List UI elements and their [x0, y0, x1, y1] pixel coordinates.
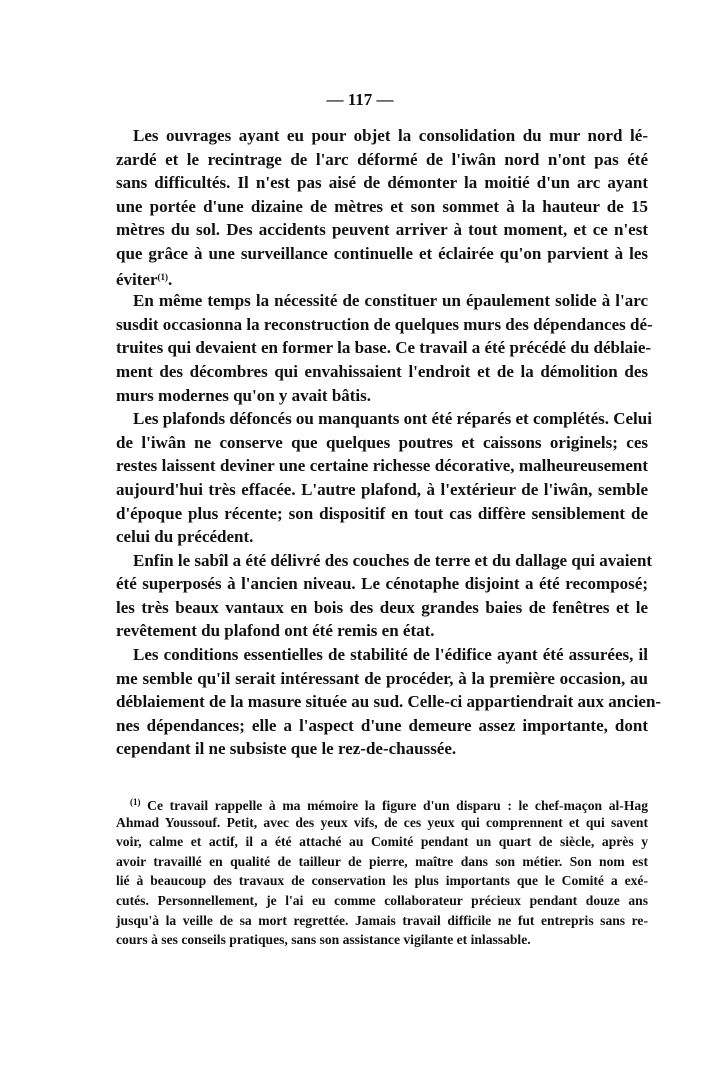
body-text: [116, 124, 662, 761]
footnote-line: Ahmad Youssouf. Petit, avec des yeux vifs, de ces yeux qui comprennent et qui savent: [116, 814, 648, 830]
text-line: mètres du sol. Des accidents peuvent arriver à tout moment, et ce n'est: [116, 220, 648, 240]
text-line: Les ouvrages ayant eu pour objet la consolidation du mur nord lé-: [133, 126, 648, 145]
text-line: zardé et le recintrage de l'arc déformé de l'iwân nord n'ont pas été: [116, 149, 648, 169]
footnote-line: voir, calme et actif, il a été attaché au Comité pendant un quart de siècle, après y: [116, 834, 648, 850]
footnote-line: avoir travaillé en qualité de tailleur de pierre, maître dans son métier. Son nom est: [116, 853, 648, 869]
text-line: celui du précédent.: [116, 527, 254, 547]
text-line: nes dépendances; elle a l'aspect d'une demeure assez importante, dont: [116, 715, 648, 735]
text-line: une portée d'une dizaine de mètres et son sommet à la hauteur de 15: [116, 196, 648, 216]
text-line: me semble qu'il serait intéressant de procéder, à la première occasion, au: [116, 668, 648, 688]
text-line: Enfin le sabîl a été délivré des couches de terre et du dallage qui avaient: [133, 550, 653, 570]
footnote-line: cutés. Personnellement, je l'ai eu comme collaborateur précieux pendant douze ans: [116, 892, 648, 908]
text-line: cependant il ne subsiste que le rez-de-chaussée.: [116, 739, 457, 759]
text-line: Les conditions essentielles de stabilité de l'édifice ayant été assurées, il: [133, 645, 648, 665]
text-line: ment des décombres qui envahissaient l'endroit et de la démolition des: [116, 361, 648, 381]
footnote-marker: (1): [130, 797, 141, 807]
footnote-line: lié à beaucoup des travaux de conservation les plus importants que le Comité a exé-: [116, 873, 648, 889]
text-line: les très beaux vantaux en bois des deux grandes baies de fenêtres et le: [116, 597, 648, 617]
footnote-reference[interactable]: (1): [157, 271, 169, 282]
text-line: éviter$^{(1)}$.: [116, 269, 173, 289]
text-line: de l'iwân ne conserve que quelques poutres et caissons originels; ces: [116, 432, 648, 452]
text-line: Les plafonds défoncés ou manquants ont été réparés et complétés. Celui: [133, 409, 652, 429]
text-line: restes laissent deviner une certaine richesse décorative, malheureusement: [116, 456, 648, 476]
text-line: murs modernes qu'on y avait bâtis.: [116, 385, 372, 405]
text-line: déblaiement de la masure située au sud. Celle-ci appartiendrait aux ancien-: [116, 692, 662, 712]
footnote-line: cours à ses conseils pratiques, sans son assistance vigilante et inlassable.: [116, 932, 531, 948]
page-number: — 117 —: [326, 90, 394, 109]
footnote-line: jusqu'à la veille de sa mort regrettée. Jamais travail difficile ne fut entrepris sans re-: [116, 912, 648, 928]
footnote-line: $^{(1)}$ Ce travail rappelle à ma mémoire la figure d'un disparu : le chef-maçon al-Hag: [130, 797, 648, 813]
text-line: sans difficultés. Il n'est pas aisé de démonter la moitié d'un arc ayant: [116, 173, 648, 193]
text-line: d'époque plus récente; son dispositif en tout cas diffère sensiblement de: [116, 503, 648, 523]
text-line: revêtement du plafond ont été remis en état.: [116, 621, 435, 641]
text-line: En même temps la nécessité de constituer un épaulement solide à l'arc: [133, 291, 648, 311]
text-line: aujourd'hui très effacée. L'autre plafond, à l'extérieur de l'iwân, semble: [116, 479, 648, 499]
text-line: truites qui devaient en former la base. Ce travail a été précédé du déblaie-: [116, 338, 652, 358]
text-line: que grâce à une surveillance continuelle et éclairée qu'on parvient à les: [116, 243, 648, 263]
text-line: été superposés à l'ancien niveau. Le cénotaphe disjoint a été recomposé;: [116, 574, 648, 594]
footnote: [116, 793, 648, 950]
text-line: susdit occasionna la reconstruction de quelques murs des dépendances dé-: [116, 314, 653, 334]
